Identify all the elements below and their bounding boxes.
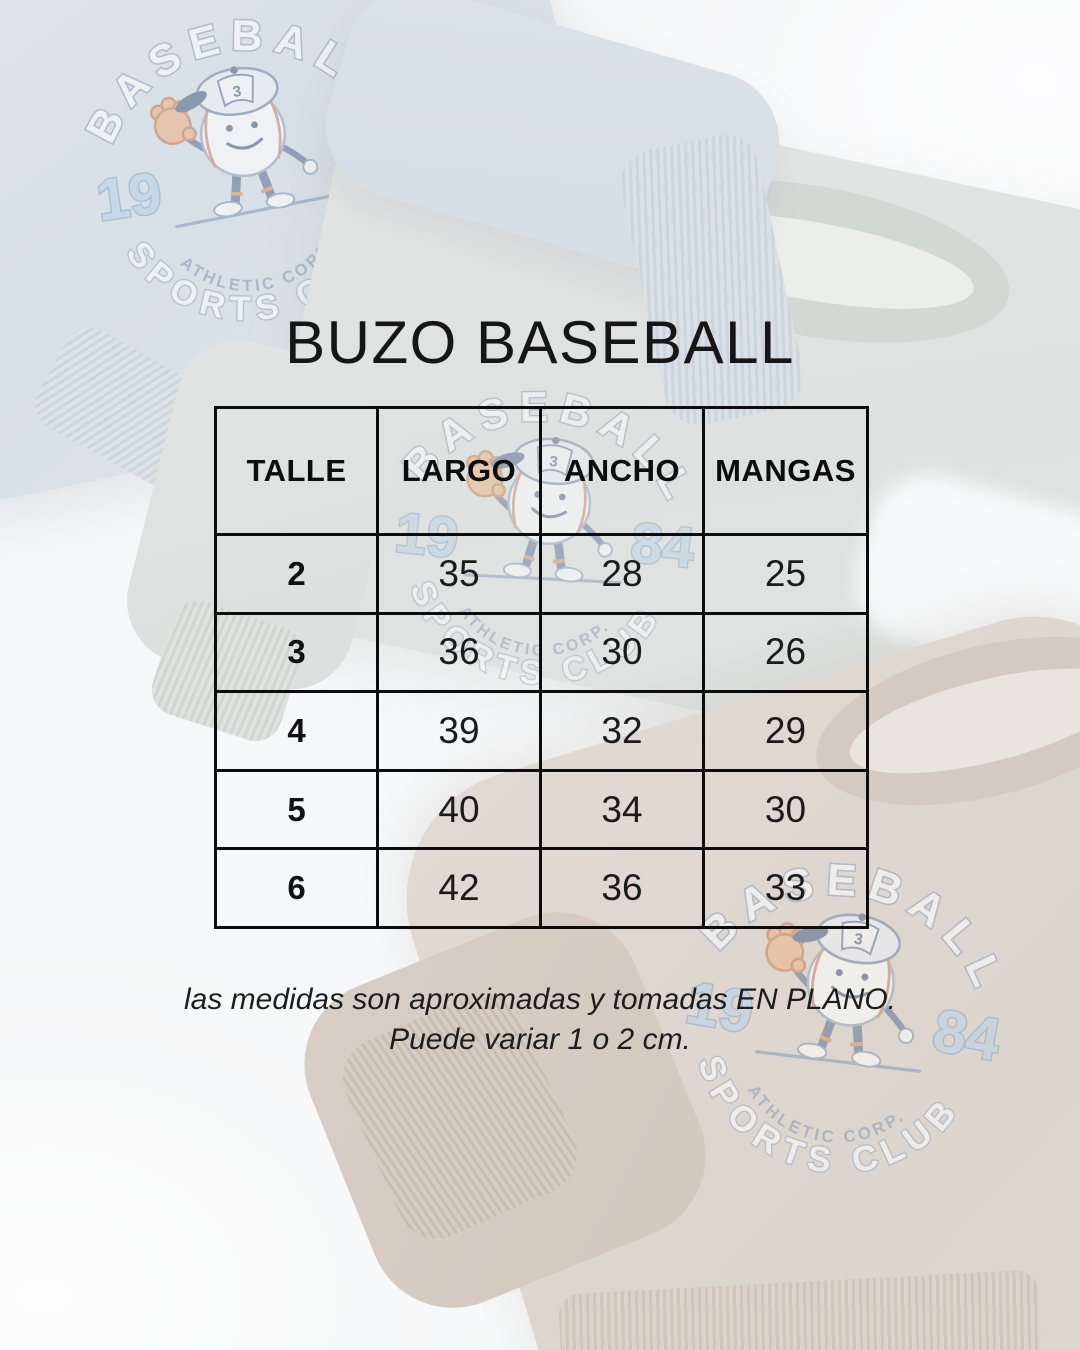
col-header-mangas: MANGAS bbox=[704, 408, 868, 535]
size-cell: 6 bbox=[216, 849, 378, 928]
measure-cell: 30 bbox=[541, 613, 704, 692]
note-line-1: las medidas son aproximadas y tomadas EN PLANO. bbox=[184, 983, 896, 1016]
measure-cell: 39 bbox=[378, 692, 541, 771]
size-cell: 2 bbox=[216, 535, 378, 614]
measure-cell: 36 bbox=[541, 849, 704, 928]
size-cell: 4 bbox=[216, 692, 378, 771]
measure-cell: 40 bbox=[378, 770, 541, 849]
size-table bbox=[214, 406, 869, 929]
measure-cell: 36 bbox=[378, 613, 541, 692]
measure-cell: 30 bbox=[704, 770, 868, 849]
measurement-note bbox=[0, 980, 1080, 1060]
measure-cell: 25 bbox=[704, 535, 868, 614]
col-header-talle: TALLE bbox=[216, 408, 378, 535]
measure-cell: 29 bbox=[704, 692, 868, 771]
measure-cell: 42 bbox=[378, 849, 541, 928]
table-row bbox=[216, 849, 868, 928]
measure-cell: 34 bbox=[541, 770, 704, 849]
measure-cell: 28 bbox=[541, 535, 704, 614]
table-row bbox=[216, 613, 868, 692]
table-row bbox=[216, 770, 868, 849]
page-title: BUZO BASEBALL bbox=[285, 309, 795, 376]
note-line-2: Puede variar 1 o 2 cm. bbox=[389, 1023, 691, 1056]
measure-cell: 35 bbox=[378, 535, 541, 614]
size-cell: 5 bbox=[216, 770, 378, 849]
table-header-row bbox=[216, 408, 868, 535]
measure-cell: 33 bbox=[704, 849, 868, 928]
col-header-largo: LARGO bbox=[378, 408, 541, 535]
table-row bbox=[216, 535, 868, 614]
table-row bbox=[216, 692, 868, 771]
measure-cell: 26 bbox=[704, 613, 868, 692]
col-header-ancho: ANCHO bbox=[541, 408, 704, 535]
size-cell: 3 bbox=[216, 613, 378, 692]
measure-cell: 32 bbox=[541, 692, 704, 771]
